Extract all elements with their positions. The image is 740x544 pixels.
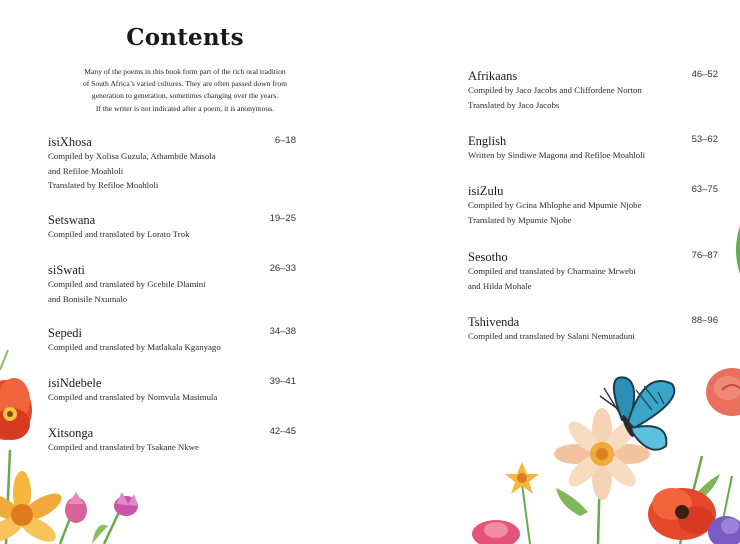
credit-line: Translated by Jaco Jacobs <box>468 99 560 110</box>
flower-icon <box>0 330 160 544</box>
language-name: Sesotho <box>468 250 508 264</box>
page-range: 34–38 <box>269 326 296 337</box>
intro-line: of South Africa’s varied cultures. They are often passed down from <box>82 79 288 89</box>
credit-line: Compiled by Jaco Jacobs and Cliffordene Norton <box>468 85 642 95</box>
intro-line: generation to generation, sometimes changing over the years. <box>91 91 279 101</box>
language-name: Xitsonga <box>48 426 94 440</box>
page-range: 53–62 <box>691 134 718 145</box>
language-name: Tshivenda <box>468 315 520 329</box>
language-name: Sepedi <box>48 326 83 340</box>
credit-line: Translated by Refiloe Moahloli <box>48 180 159 191</box>
page-range: 26–33 <box>269 263 296 274</box>
right-page <box>370 0 740 544</box>
language-name: Setswana <box>48 213 96 227</box>
page-range: 88–96 <box>691 315 718 326</box>
language-name: isiZulu <box>468 184 504 198</box>
toc-entry-tshivenda[interactable] <box>468 313 718 344</box>
language-name: isiNdebele <box>48 376 102 390</box>
credit-line: Written by Sindiwe Magona and Refiloe Moahloli <box>468 150 646 160</box>
page-range: 6–18 <box>274 135 296 146</box>
credit-line: Compiled by Gcina Mhlophe and Mpumie Njobe <box>468 200 642 210</box>
toc-entry-english[interactable] <box>468 132 718 163</box>
toc-entry-isizulu[interactable] <box>468 182 718 227</box>
language-name: isiXhosa <box>48 135 92 149</box>
credit-line: Compiled and translated by Matlakala Kganyago <box>48 342 221 352</box>
credit-line: Compiled and translated by Lorato Trok <box>48 229 190 239</box>
toc-entry-afrikaans[interactable] <box>468 67 718 112</box>
toc-entry-siswati[interactable] <box>48 261 296 306</box>
page-range: 42–45 <box>269 426 296 437</box>
toc-entry-setswana[interactable] <box>48 211 296 242</box>
intro-line: Many of the poems in this book form part of the rich oral tradition <box>84 67 286 76</box>
toc-entry-isixhosa[interactable] <box>48 133 296 193</box>
credit-line: and Hilda Mohale <box>468 280 532 291</box>
language-name: English <box>468 134 507 148</box>
intro-note <box>48 66 322 115</box>
toc-entry-sesotho[interactable] <box>468 248 718 293</box>
credit-line: Translated by Mpumie Njobe <box>468 214 572 225</box>
language-name: Afrikaans <box>468 69 518 83</box>
credit-line: Compiled and translated by Gcebile Dlamini <box>48 279 206 289</box>
language-name: siSwati <box>48 263 85 277</box>
intro-line: If the writer is not indicated after a poem, it is anonymous. <box>95 103 275 113</box>
credit-line: Compiled by Xolisa Guzula, Athambile Masola <box>48 151 216 161</box>
page-range: 19–25 <box>269 213 296 224</box>
page-range: 39–41 <box>269 376 296 387</box>
page-title: Contents <box>126 24 244 51</box>
page-range: 76–87 <box>691 250 718 261</box>
butterfly-icon <box>574 370 684 460</box>
credit-line: Compiled and translated by Salani Nemutaduni <box>468 331 635 341</box>
page-range: 63–75 <box>691 184 718 195</box>
credit-line: Compiled and translated by Charmaine Mrwebi <box>468 266 636 276</box>
credit-line: Compiled and translated by Nomvula Masimula <box>48 392 218 402</box>
credit-line: Compiled and translated by Tsakane Nkwe <box>48 442 199 452</box>
credit-line: and Refiloe Moahloli <box>48 165 124 176</box>
credit-line: and Bonisile Nxumalo <box>48 293 128 304</box>
leaf-icon <box>732 226 740 274</box>
page-range: 46–52 <box>691 69 718 80</box>
